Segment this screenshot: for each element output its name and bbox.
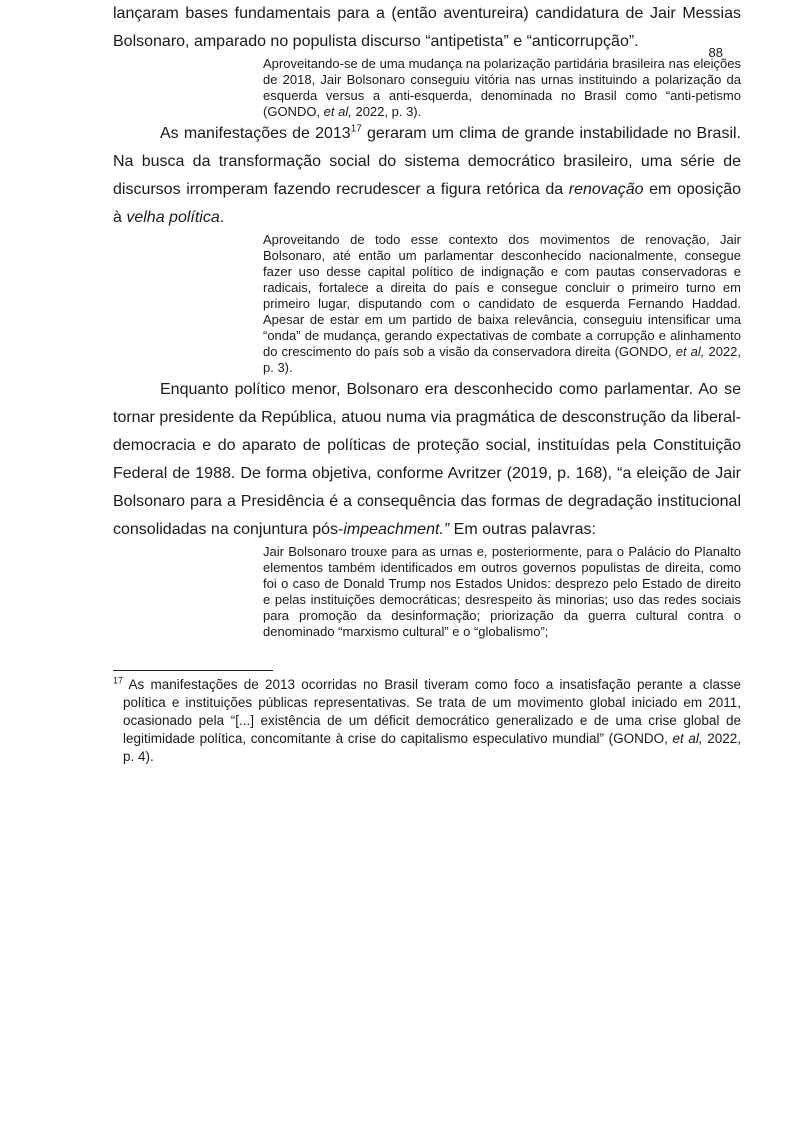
footnote-17-citation-end: 2022, p. 4). bbox=[123, 731, 741, 764]
paragraph-2-text: As manifestações de 2013 bbox=[160, 125, 351, 142]
paragraph-2-text: em oposição à bbox=[113, 181, 741, 226]
footnote-17-text: As manifestações de 2013 ocorridas no Brasil tiveram como foco a insatisfação perante a classe política e instituições públicas representativas. Se trata de um movimento global iniciado em 2011, ocasionado pela “[...] existência de um déficit democrático generalizado e de uma crise global de legitimidade política, concomitante à crise do capitalismo especulativo mundial” (GONDO, bbox=[123, 677, 741, 746]
opening-paragraph: lançaram bases fundamentais para a (então aventureira) candidatura de Jair Messias Bolsonaro, amparado no populista discurso “antipetista” e “anticorrupção”. bbox=[113, 5, 741, 50]
block-quote-1 bbox=[263, 56, 741, 120]
footnote-17 bbox=[113, 676, 741, 766]
quote-2-etal-italic: et al, bbox=[675, 344, 705, 359]
block-quote-3: Jair Bolsonaro trouxe para as urnas e, posteriormente, para o Palácio do Planalto elementos também identificados em outros governos populistas de direita, como foi o caso de Donald Trump nos Estados Unidos: desprezo pelo Estado de direito e pelas instituições democráticas; desrespeito às minorias; uso das redes sociais para promoção da desinformação; priorização da guerra cultural contra o denominado “marxismo cultural” e o “globalismo”; bbox=[263, 544, 741, 639]
quote-2-text: Aproveitando de todo esse contexto dos movimentos de renovação, Jair Bolsonaro, até então um parlamentar desconhecido nacionalmente, consegue fazer uso desse capital político de indignação e com pautas conservadoras e radicais, fortalece a direita do país e consegue concluir o primeiro turno em primeiro lugar, disputando com o candidato de esquerda Fernando Haddad. Apesar de estar em um partido de baixa relevância, conseguiu intensificar uma “onda” de mudança, gerando expectativas de combate a corrupção e alinhamento do crescimento do país sob a visão da conservadora direita (GONDO, bbox=[263, 232, 741, 359]
quote-1-citation-end: 2022, p. 3). bbox=[351, 104, 422, 119]
paragraph-3-text: Enquanto político menor, Bolsonaro era desconhecido como parlamentar. Ao se tornar presidente da República, atuou numa via pragmática de desconstrução da liberal-democracia e do aparato de políticas de proteção social, instituídas pela Constituição Federal de 1988. De forma objetiva, conforme Avritzer (2019, p. 168), “a eleição de Jair Bolsonaro para a Presidência é a consequência das formas de degradação institucional consolidadas na conjuntura pós- bbox=[113, 381, 741, 538]
quote-1-etal-italic: et al, bbox=[323, 104, 352, 119]
page-content bbox=[113, 0, 741, 766]
footnote-reference-17: 17 bbox=[350, 123, 362, 135]
paragraph-3-text: Em outras palavras: bbox=[449, 521, 596, 538]
paragraph-2-italic-renovacao: renovação bbox=[568, 181, 644, 198]
paragraph-3-italic-impeachment: impeachment.” bbox=[343, 521, 450, 538]
block-quote-2 bbox=[263, 232, 741, 376]
paragraph-2-text: geraram um clima de grande instabilidade no Brasil. Na busca da transformação social do sistema democrático brasileiro, uma série de discursos irromperam fazendo recrudescer a figura retórica da bbox=[113, 125, 741, 198]
quote-1-text: Aproveitando-se de uma mudança na polarização partidária brasileira nas eleições de 2018, Jair Bolsonaro conseguiu vitória nas urnas instituindo a polarização da esquerda versus a anti-esquerda, denominada no Brasil como “anti-petismo (GONDO, bbox=[263, 56, 741, 119]
footnote-17-marker: 17 bbox=[113, 675, 124, 686]
page-number: 88 bbox=[708, 45, 723, 60]
footnote-separator bbox=[113, 670, 273, 671]
quote-2-citation-end: 2022, p. 3). bbox=[263, 344, 741, 375]
footnote-17-etal-italic: et al, bbox=[672, 731, 703, 746]
paragraph-3 bbox=[113, 376, 741, 544]
footnote-area bbox=[113, 670, 741, 766]
paragraph-2-italic-velha-politica: velha política bbox=[126, 209, 220, 226]
paragraph-2-text: . bbox=[219, 209, 225, 226]
paragraph-2 bbox=[113, 120, 741, 232]
